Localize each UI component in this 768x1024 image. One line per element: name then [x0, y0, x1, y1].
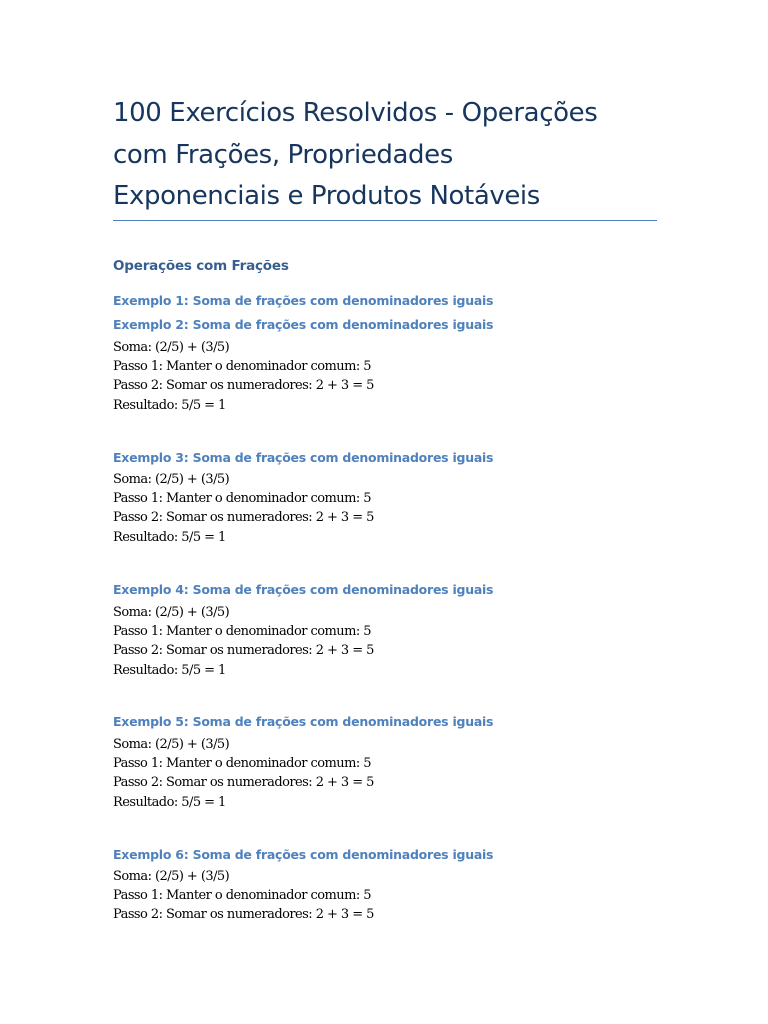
example-steps [113, 470, 374, 547]
example-line: Passo 2: Somar os numeradores: 2 + 3 = 5 [113, 907, 374, 923]
example-line: Passo 2: Somar os numeradores: 2 + 3 = 5 [113, 378, 374, 394]
example-heading: Exemplo 4: Soma de frações com denominadores iguais [113, 582, 494, 597]
example-steps [113, 338, 374, 415]
example-line: Passo 1: Manter o denominador comum: 5 [113, 359, 371, 375]
document-title-line: Exponenciais e Produtos Notáveis [113, 181, 540, 211]
example-heading: Exemplo 2: Soma de frações com denominadores iguais [113, 317, 494, 332]
example-line: Soma: (2/5) + (3/5) [113, 605, 230, 620]
example-heading: Exemplo 6: Soma de frações com denominadores iguais [113, 847, 494, 862]
example-line: Passo 2: Somar os numeradores: 2 + 3 = 5 [113, 775, 374, 791]
section-heading: Operações com Frações [113, 258, 289, 274]
example-line: Passo 2: Somar os numeradores: 2 + 3 = 5 [113, 643, 374, 659]
example-line: Passo 1: Manter o denominador comum: 5 [113, 888, 371, 904]
example-heading: Exemplo 5: Soma de frações com denominadores iguais [113, 714, 494, 729]
example-heading: Exemplo 1: Soma de frações com denominadores iguais [113, 293, 494, 308]
example-line: Resultado: 5/5 = 1 [113, 529, 226, 545]
example-line: Soma: (2/5) + (3/5) [113, 340, 230, 355]
example-line: Resultado: 5/5 = 1 [113, 397, 226, 413]
example-line: Passo 1: Manter o denominador comum: 5 [113, 491, 371, 507]
example-line: Resultado: 5/5 = 1 [113, 662, 226, 678]
example-line: Soma: (2/5) + (3/5) [113, 737, 230, 752]
example-line: Passo 2: Somar os numeradores: 2 + 3 = 5 [113, 510, 374, 526]
document-title-line: 100 Exercícios Resolvidos - Operações [113, 98, 598, 128]
example-line: Passo 1: Manter o denominador comum: 5 [113, 756, 371, 772]
example-line: Resultado: 5/5 = 1 [113, 794, 226, 810]
document-title-line: com Frações, Propriedades [113, 139, 453, 170]
example-heading: Exemplo 3: Soma de frações com denominadores iguais [113, 450, 494, 465]
title-underline-divider [113, 220, 657, 221]
example-steps [113, 867, 374, 925]
example-line: Soma: (2/5) + (3/5) [113, 869, 230, 884]
example-line: Passo 1: Manter o denominador comum: 5 [113, 624, 371, 640]
example-steps [113, 735, 374, 812]
document-title [113, 93, 658, 218]
example-steps [113, 603, 374, 680]
example-line: Soma: (2/5) + (3/5) [113, 472, 230, 487]
